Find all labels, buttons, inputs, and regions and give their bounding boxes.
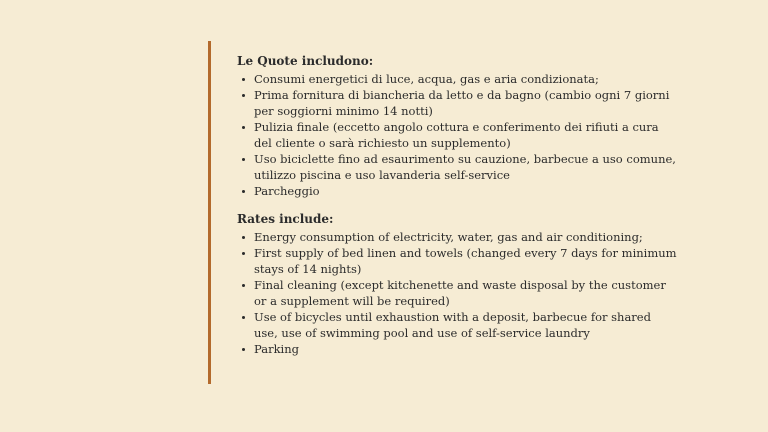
- list-item: Final cleaning (except kitchenette and waste disposal by the customer or a supplement will be required): [237, 277, 677, 309]
- italian-list: [237, 71, 677, 199]
- list-item: Uso biciclette fino ad esaurimento su cauzione, barbecue a uso comune, utilizzo piscina e uso lavanderia self-service: [237, 151, 677, 183]
- english-list: [237, 229, 677, 357]
- english-heading: Rates include:: [237, 212, 334, 226]
- list-item: Parking: [237, 341, 677, 357]
- list-item: Pulizia finale (eccetto angolo cottura e conferimento dei rifiuti a cura del cliente o sarà richiesto un supplemento): [237, 119, 677, 151]
- rates-content: [237, 53, 677, 369]
- list-item: Energy consumption of electricity, water, gas and air conditioning;: [237, 229, 677, 245]
- list-item: Parcheggio: [237, 183, 677, 199]
- english-section: [237, 211, 677, 357]
- list-item: Consumi energetici di luce, acqua, gas e aria condizionata;: [237, 71, 677, 87]
- italian-heading: Le Quote includono:: [237, 54, 374, 68]
- accent-bar: [208, 41, 211, 384]
- list-item: First supply of bed linen and towels (changed every 7 days for minimum stays of 14 nights): [237, 245, 677, 277]
- italian-section: [237, 53, 677, 199]
- list-item: Prima fornitura di biancheria da letto e da bagno (cambio ogni 7 giorni per soggiorni minimo 14 notti): [237, 87, 677, 119]
- list-item: Use of bicycles until exhaustion with a deposit, barbecue for shared use, use of swimming pool and use of self-service laundry: [237, 309, 677, 341]
